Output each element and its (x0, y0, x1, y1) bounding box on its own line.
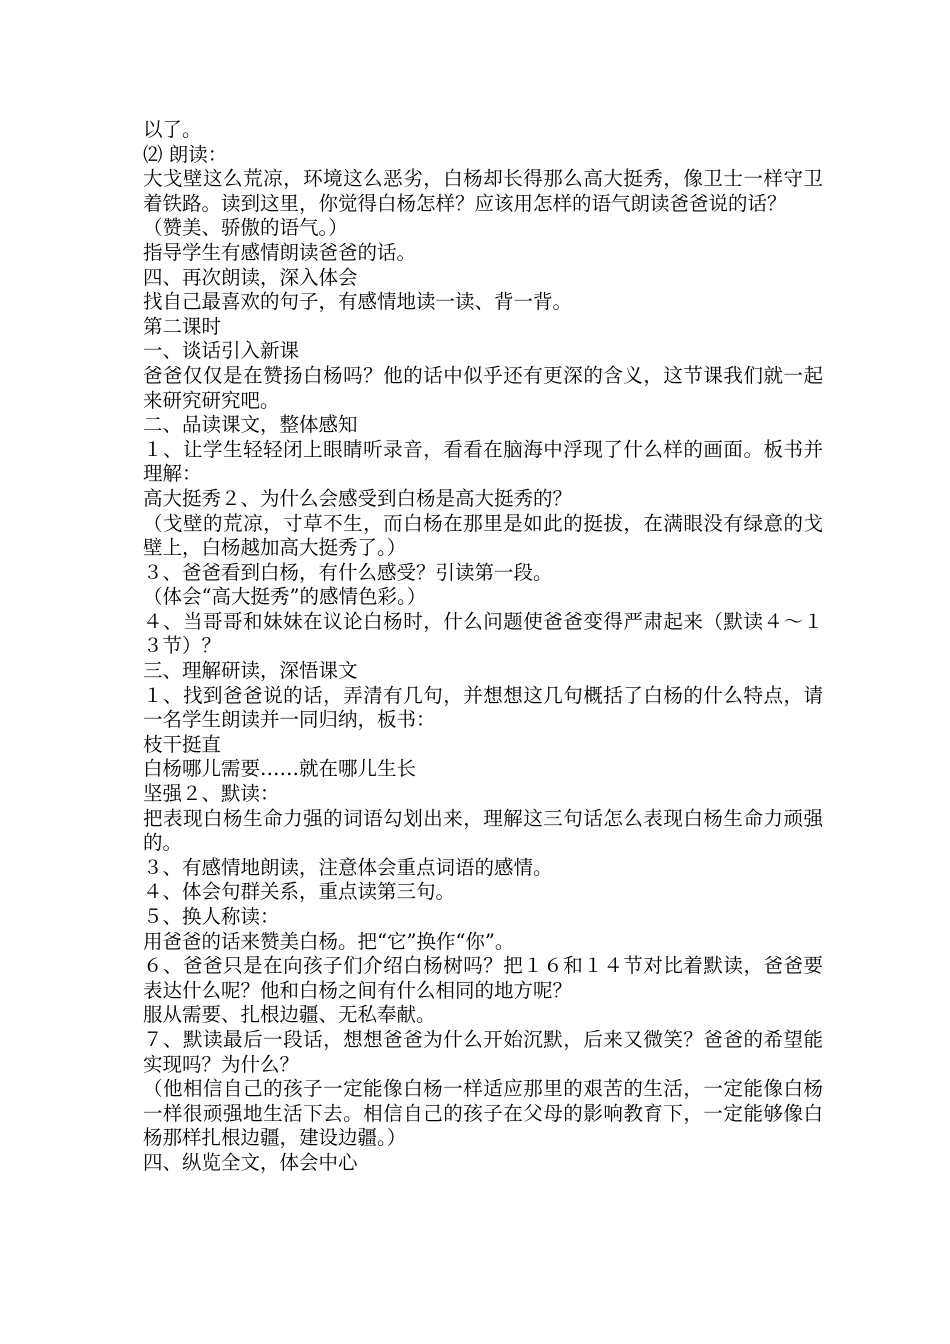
section-heading: 二、品读课文，整体感知 (143, 413, 358, 437)
text-line: ⑵ 朗读： (143, 142, 228, 166)
text-paragraph: １、让学生轻轻闭上眼睛听录音，看看在脑海中浮现了什么样的画面。板书并理解： (143, 437, 823, 486)
text-paragraph: 大戈壁这么荒凉，环境这么恶劣，白杨却长得那么高大挺秀，像卫士一样守卫着铁路。读到这里，你觉得白杨怎样？应该用怎样的语气朗读爸爸说的话？ (143, 167, 823, 215)
text-line: ３、爸爸看到白杨，有什么感受？引读第一段。 (143, 560, 553, 584)
text-paragraph: ６、爸爸只是在向孩子们介绍白杨树吗？把１６和１４节对比着默读，爸爸要表达什么呢？他和白杨之间有什么相同的地方呢？ (143, 954, 823, 1002)
text-line: 以了。 (143, 118, 202, 141)
text-paragraph: （戈壁的荒凉，寸草不生，而白杨在那里是如此的挺拔，在满眼没有绿意的戈壁上，白杨越加高大挺秀了。） (143, 511, 823, 560)
text-paragraph: ７、默读最后一段话，想想爸爸为什么开始沉默，后来又微笑？爸爸的希望能实现吗？为什么？ (143, 1027, 823, 1076)
section-heading: 三、理解研读，深悟课文 (143, 659, 358, 683)
text-paragraph: 把表现白杨生命力强的词语勾划出来，理解这三句话怎么表现白杨生命力顽强的。 (143, 806, 823, 855)
section-heading: 一、谈话引入新课 (143, 339, 300, 363)
section-heading: 四、再次朗读，深入体会 (143, 265, 358, 289)
text-line: （体会“高大挺秀”的感情色彩。） (143, 585, 427, 609)
text-paragraph: ４、当哥哥和妹妹在议论白杨时，什么问题使爸爸变得严肃起来（默读４～１３节）？ (143, 609, 823, 658)
text-paragraph: 爸爸仅仅是在赞扬白杨吗？他的话中似乎还有更深的含义，这节课我们就一起来研究研究吧。 (143, 363, 823, 412)
text-line: 白杨哪儿需要……就在哪儿生长 (143, 757, 417, 781)
section-heading: 四、纵览全文，体会中心 (143, 1150, 358, 1174)
text-paragraph: （他相信自己的孩子一定能像白杨一样适应那里的艰苦的生活，一定能像白杨一样很顽强地生活下去。相信自己的孩子在父母的影响教育下，一定能够像白杨那样扎根边疆，建设边疆。） (143, 1077, 823, 1150)
text-line: 坚强２、默读： (143, 782, 280, 806)
text-line: ３、有感情地朗读，注意体会重点词语的感情。 (143, 855, 553, 879)
text-line: ５、换人称读： (143, 905, 280, 928)
text-line: （赞美、骄傲的语气。） (143, 216, 348, 240)
lesson-heading: 第二课时 (143, 314, 222, 338)
text-line: 枝干挺直 (143, 732, 222, 756)
document-page (143, 118, 823, 1176)
text-line: 找自己最喜欢的句子，有感情地读一读、背一背。 (143, 290, 573, 314)
text-line: 高大挺秀２、为什么会感受到白杨是高大挺秀的？ (143, 486, 573, 510)
text-line: 用爸爸的话来赞美白杨。把“它”换作“你”。 (143, 929, 515, 953)
text-line: 服从需要、扎根边疆、无私奉献。 (143, 1003, 436, 1027)
text-line: 指导学生有感情朗读爸爸的话。 (143, 240, 417, 264)
text-paragraph: １、找到爸爸说的话，弄清有几句，并想想这几句概括了白杨的什么特点，请一名学生朗读并一同归纳，板书： (143, 683, 823, 732)
text-line: ４、体会句群关系，重点读第三句。 (143, 880, 456, 904)
